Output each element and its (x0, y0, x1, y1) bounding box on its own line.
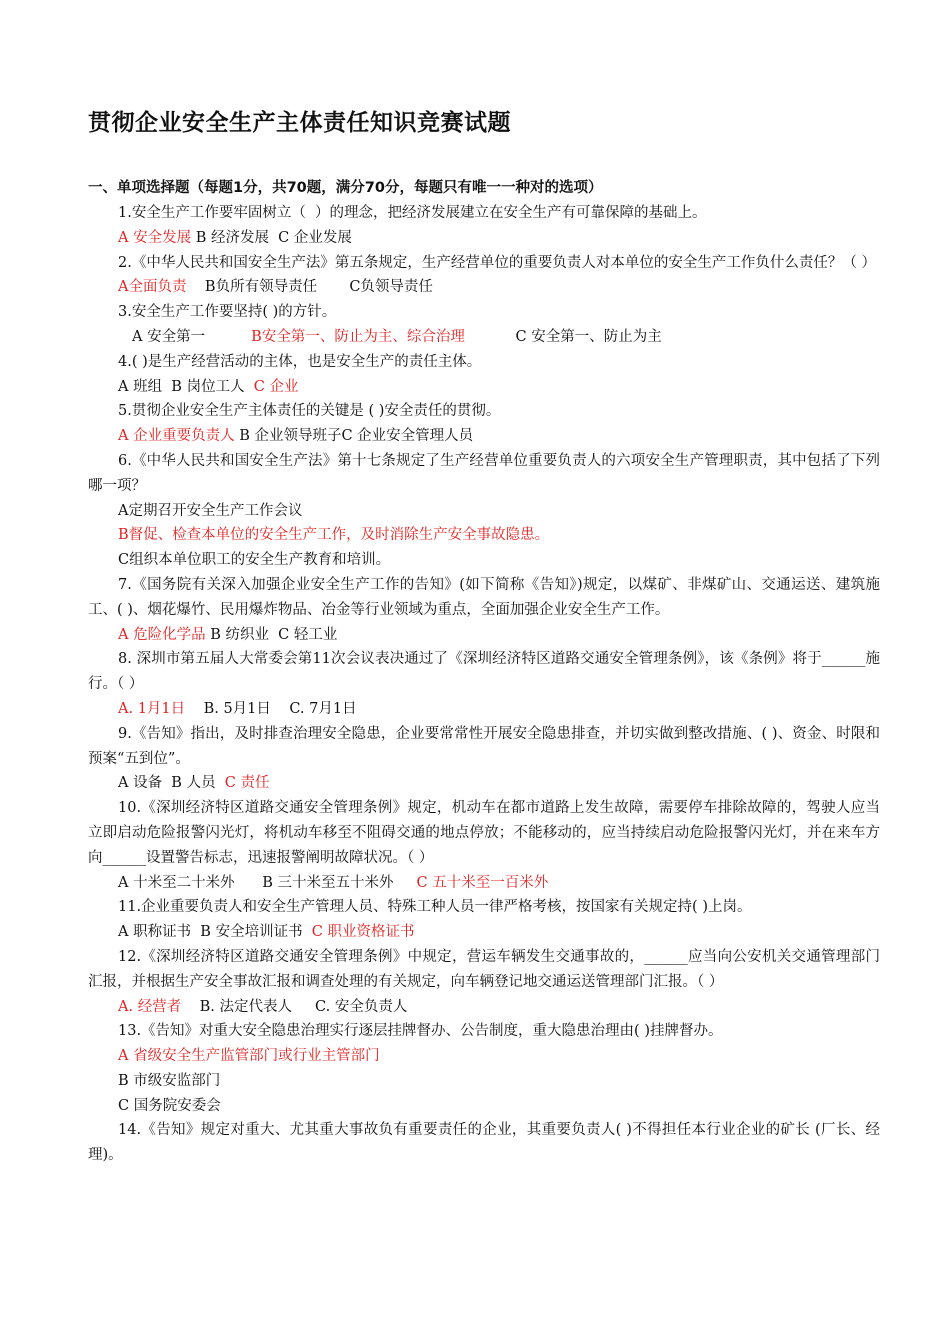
option: B 企业领导班子C 企业安全管理人员 (234, 428, 474, 445)
question-5: 5.贯彻企业安全生产主体责任的关键是 ( )安全责任的贯彻。 (118, 403, 501, 420)
options-10 (88, 871, 880, 896)
question-10: 10.《深圳经济特区道路交通安全管理条例》规定，机动车在都市道路上发生故障，需要停车排除故障的，驾驶人应当立即启动危险报警闪光灯，将机动车移至不阻碍交通的地点停放；不能移动的，应当持续启动危险报警闪光灯，并在来车方向______设置警告标志，迅速报警阐明故障状况。（ ） (88, 800, 880, 866)
options-2 (88, 275, 880, 300)
options-11 (88, 920, 880, 945)
options-3 (88, 325, 880, 350)
option-correct: A全面负责 (118, 279, 187, 296)
option-13c: C 国务院安委会 (118, 1097, 221, 1114)
question-7: 7.《国务院有关深入加强企业安全生产工作的告知》(如下简称《告知》)规定，以煤矿、非煤矿山、交通运送、建筑施工、( )、烟花爆竹、民用爆炸物品、冶金等行业领域为重点，全面加强企业安全生产工作。 (88, 576, 880, 618)
options-1 (88, 226, 880, 251)
question-4: 4.( )是生产经营活动的主体，也是安全生产的责任主体。 (118, 353, 482, 370)
option-correct: A 危险化学品 (118, 626, 206, 643)
option-correct: A 安全发展 (118, 229, 192, 246)
option: B负所有领导责任 C负领导责任 (186, 279, 433, 296)
option: B 经济发展 C 企业发展 (191, 229, 352, 246)
option: B. 法定代表人 C. 安全负责人 (181, 998, 408, 1015)
option-6a: A定期召开安全生产工作会议 (118, 502, 303, 519)
option-correct: C 职业资格证书 (311, 924, 415, 941)
options-7 (88, 623, 880, 648)
option-correct: A. 经营者 (118, 998, 182, 1015)
options-12 (88, 995, 880, 1020)
question-8: 8. 深圳市第五届人大常委会第11次会议表决通过了《深圳经济特区道路交通安全管理条例》，该《条例》将于______施行。（ ） (88, 651, 880, 693)
option: B 纺织业 C 轻工业 (205, 626, 338, 643)
option: A 设备 B 人员 (118, 775, 225, 792)
options-5 (88, 424, 880, 449)
option-6c: C组织本单位职工的安全生产教育和培训。 (118, 552, 391, 569)
question-9: 9.《告知》指出，及时排查治理安全隐患，企业要常常性开展安全隐患排查，并切实做到整改措施、( )、资金、时限和预案“五到位”。 (88, 725, 880, 767)
question-13: 13.《告知》对重大安全隐患治理实行逐层挂牌督办、公告制度，重大隐患治理由( )挂牌督办。 (118, 1023, 723, 1040)
option-13b: B 市级安监部门 (118, 1072, 221, 1089)
option: A 安全第一 (132, 328, 252, 345)
option-correct: C 五十米至一百米外 (416, 874, 549, 891)
option: B. 5月1日 C. 7月1日 (185, 700, 357, 717)
option: A 班组 B 岗位工人 (118, 378, 254, 395)
question-1: 1.安全生产工作要牢固树立（ ）的理念，把经济发展建立在安全生产有可靠保障的基础上。 (118, 205, 707, 221)
options-8 (88, 697, 880, 722)
option-correct: A. 1月1日 (118, 700, 186, 717)
option: A 职称证书 B 安全培训证书 (118, 924, 312, 941)
options-9 (88, 771, 880, 796)
question-11: 11.企业重要负责人和安全生产管理人员、特殊工种人员一律严格考核，按国家有关规定持( )上岗。 (118, 899, 752, 916)
options-4 (88, 375, 880, 400)
question-3: 3.安全生产工作要坚持( )的方针。 (118, 304, 337, 321)
question-12: 12.《深圳经济特区道路交通安全管理条例》中规定，营运车辆发生交通事故的，______应当向公安机关交通管理部门汇报，并根据生产安全事故汇报和调查处理的有关规定，向车辆登记地交通运送管理部门汇报。（ ） (88, 948, 880, 990)
option: C 安全第一、防止为主 (464, 328, 662, 345)
option-correct: A 企业重要负责人 (118, 428, 235, 445)
question-2: 2.《中华人民共和国安全生产法》第五条规定，生产经营单位的重要负责人对本单位的安全生产工作负什么责任？（ ） (118, 254, 876, 271)
question-6: 6.《中华人民共和国安全生产法》第十七条规定了生产经营单位重要负责人的六项安全生产管理职责，其中包括了下列哪一项？ (88, 452, 880, 494)
option-correct: C 责任 (224, 775, 270, 792)
question-14: 14.《告知》规定对重大、尤其重大事故负有重要责任的企业，其重要负责人( )不得担任本行业企业的矿长 (厂长、经理)。 (88, 1122, 880, 1164)
option-6b-correct: B督促、检查本单位的安全生产工作，及时消除生产安全事故隐患。 (118, 527, 550, 544)
option-correct: B安全第一、防止为主、综合治理 (251, 328, 465, 345)
option-13a-correct: A 省级安全生产监管部门或行业主管部门 (118, 1048, 380, 1065)
document-title: 贯彻企业安全生产主体责任知识竞赛试题 (88, 110, 511, 136)
option-correct: C 企业 (253, 378, 299, 395)
section-heading: 一、单项选择题（每题1分，共70题，满分70分，每题只有唯一一种对的选项） (88, 180, 603, 196)
option: A 十米至二十米外 B 三十米至五十米外 (118, 874, 417, 891)
